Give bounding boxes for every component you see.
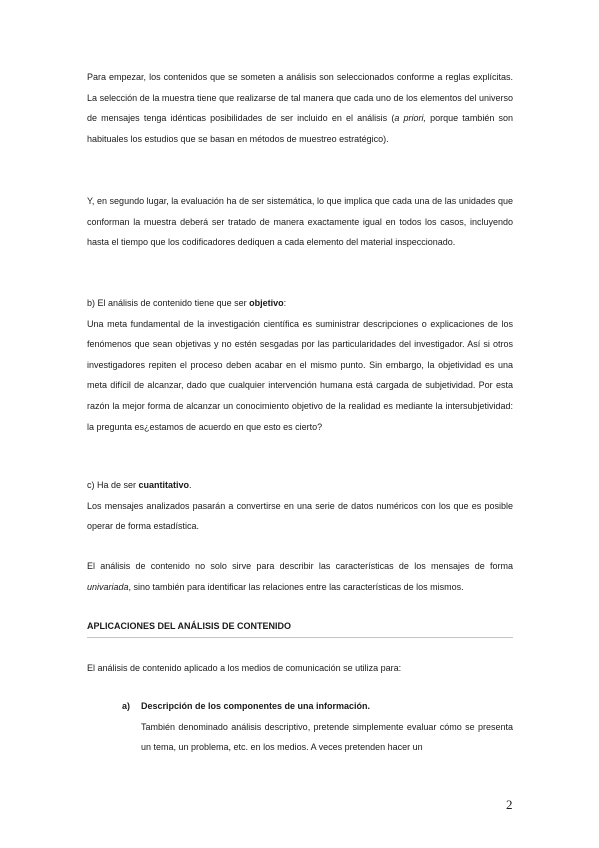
list-marker: a): [122, 701, 131, 711]
paragraph-intro: Para empezar, los contenidos que se someten a análisis son seleccionados conforme a reglas explícitas. La selección de la muestra tiene que realizarse de tal manera que cada uno de los elementos del universo de mensajes tenga idénticas posibilidades de ser incluido en el análisis (a priori, porque también son habituales los estudios que se basan en métodos de muestreo estratégico).: [87, 72, 513, 144]
page-number: 2: [506, 797, 513, 812]
list-item: [141, 696, 513, 758]
cuantitativo-text: Los mensajes analizados pasarán a convertirse en una serie de datos numéricos con los que es posible operar de forma estadística.: [87, 500, 513, 532]
section-heading: APLICACIONES DEL ANÁLISIS DE CONTENIDO: [87, 621, 292, 631]
list-item-title: Descripción de los componentes de una información.: [141, 701, 371, 711]
paragraph-aplicaciones: El análisis de contenido aplicado a los medios de comunicación se utiliza para:: [87, 663, 402, 673]
section-divider: [87, 637, 513, 638]
paragraph-sistematica: Y, en segundo lugar, la evaluación ha de ser sistemática, lo que implica que cada una de las unidades que conforman la muestra deberá ser tratado de manera exactamente igual en todos los casos, incluyendo hasta el tiempo que los codificadores dediquen a cada elemento del material inspeccionado.: [87, 196, 513, 248]
italic-a-priori: a priori,: [394, 113, 426, 124]
objetivo-text: Una meta fundamental de la investigación científica es suministrar descripciones o explicaciones de los fenómenos que sean objetivas y no estén sesgadas por las particularidades del investigador. Así si otros investigadores repiten el proceso deben acabar en el mismo punto. Sin embargo, la objetividad es una meta difícil de alcanzar, dado que cualquier intervención humana está cargada de subjetividad. Por esta razón la mejor forma de alcanzar un conocimiento objetivo de la realidad es mediante la intersubjetividad: la pregunta es¿estamos de acuerdo en que esto es cierto?: [87, 318, 513, 432]
objetivo-label: b) El análisis de contenido tiene que ser objetivo:: [87, 298, 287, 308]
cuantitativo-label: c) Ha de ser cuantitativo.: [87, 480, 192, 490]
list-item-text: También denominado análisis descriptivo, pretende simplemente evaluar cómo se presenta un tema, un problema, etc. en los medios. A veces pretenden hacer un: [141, 721, 513, 753]
paragraph-cuantitativo: [87, 475, 513, 537]
paragraph-univariada: El análisis de contenido no solo sirve para describir las características de los mensajes de forma univariada, sino también para identificar las relaciones entre las características de los mismos.: [87, 561, 513, 592]
paragraph-objetivo: [87, 293, 513, 437]
